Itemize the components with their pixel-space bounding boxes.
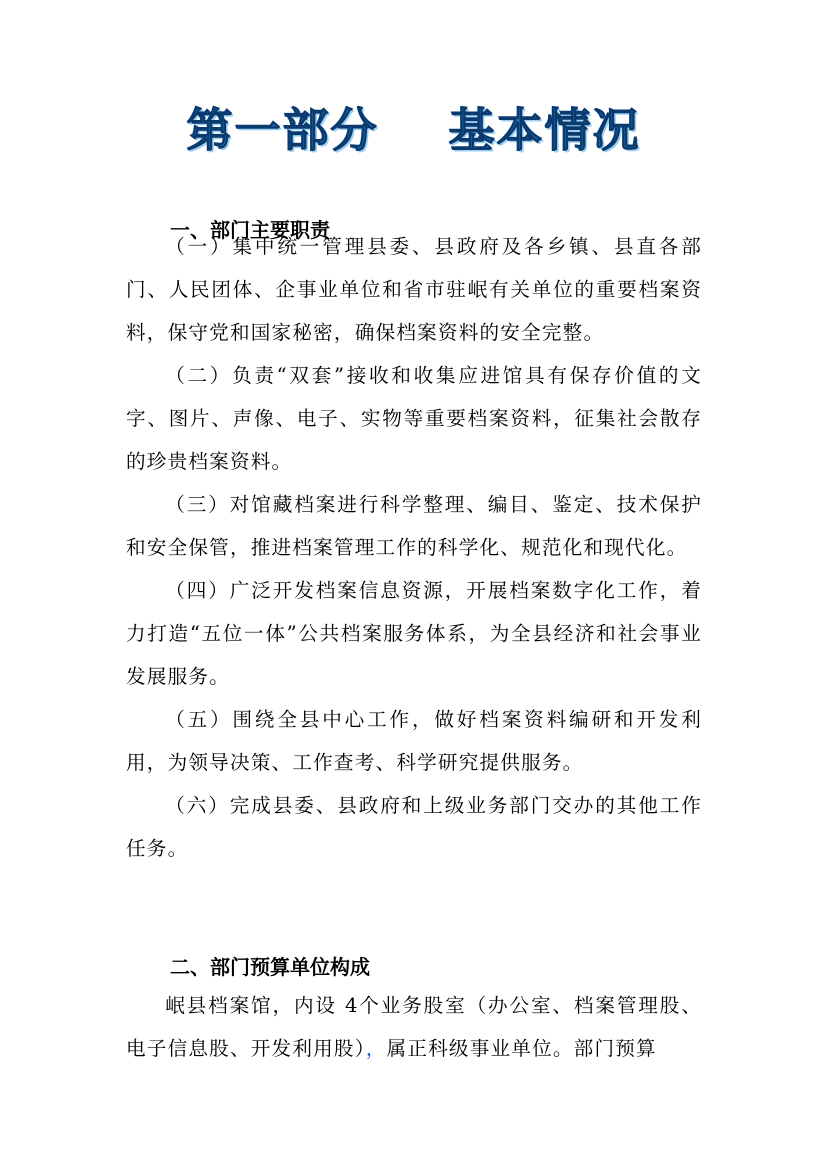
title-name: 基本情况 [448,103,641,157]
duty-paragraph-1: （一）集中统一管理县委、县政府及各乡镇、县直各部门、人民团体、企事业单位和省市驻岷有关单位的重要档案资料，保守党和国家秘密，确保档案资料的安全完整。 [126,235,702,344]
duty-paragraph-2: （二）负责“双套”接收和收集应进馆具有保存价值的文字、图片、声像、电子、实物等重要档案资料，征集社会散存的珍贵档案资料。 [126,364,702,473]
duty-paragraph-3: （三）对馆藏档案进行科学整理、编目、鉴定、技术保护和安全保管，推进档案管理工作的科学化、规范化和现代化。 [126,493,702,559]
units-paragraph [126,984,702,1070]
duties-body [126,225,702,870]
units-comma: ， [365,1037,387,1060]
title-part: 第一部分 [186,103,379,157]
section-heading-duties: 一、部门主要职责 [170,218,330,242]
page-title [0,100,827,160]
duty-paragraph-4: （四）广泛开发档案信息资源，开展档案数字化工作，着力打造“五位一体”公共档案服务体系，为全县经济和社会事业发展服务。 [126,579,702,688]
section-heading-units: 二、部门预算单位构成 [170,955,370,979]
units-body [126,984,702,1070]
units-text-part2: 属正科级事业单位。部门预算 [386,1037,657,1060]
duty-paragraph-6: （六）完成县委、县政府和上级业务部门交办的其他工作任务。 [126,794,702,860]
duty-paragraph-5: （五）围绕全县中心工作，做好档案资料编研和开发利用，为领导决策、工作查考、科学研究提供服务。 [126,708,702,774]
units-text-part1: 岷县档案馆，内设 4个业务股室（办公室、档案管理股、电子信息股、开发利用股） [126,994,702,1060]
